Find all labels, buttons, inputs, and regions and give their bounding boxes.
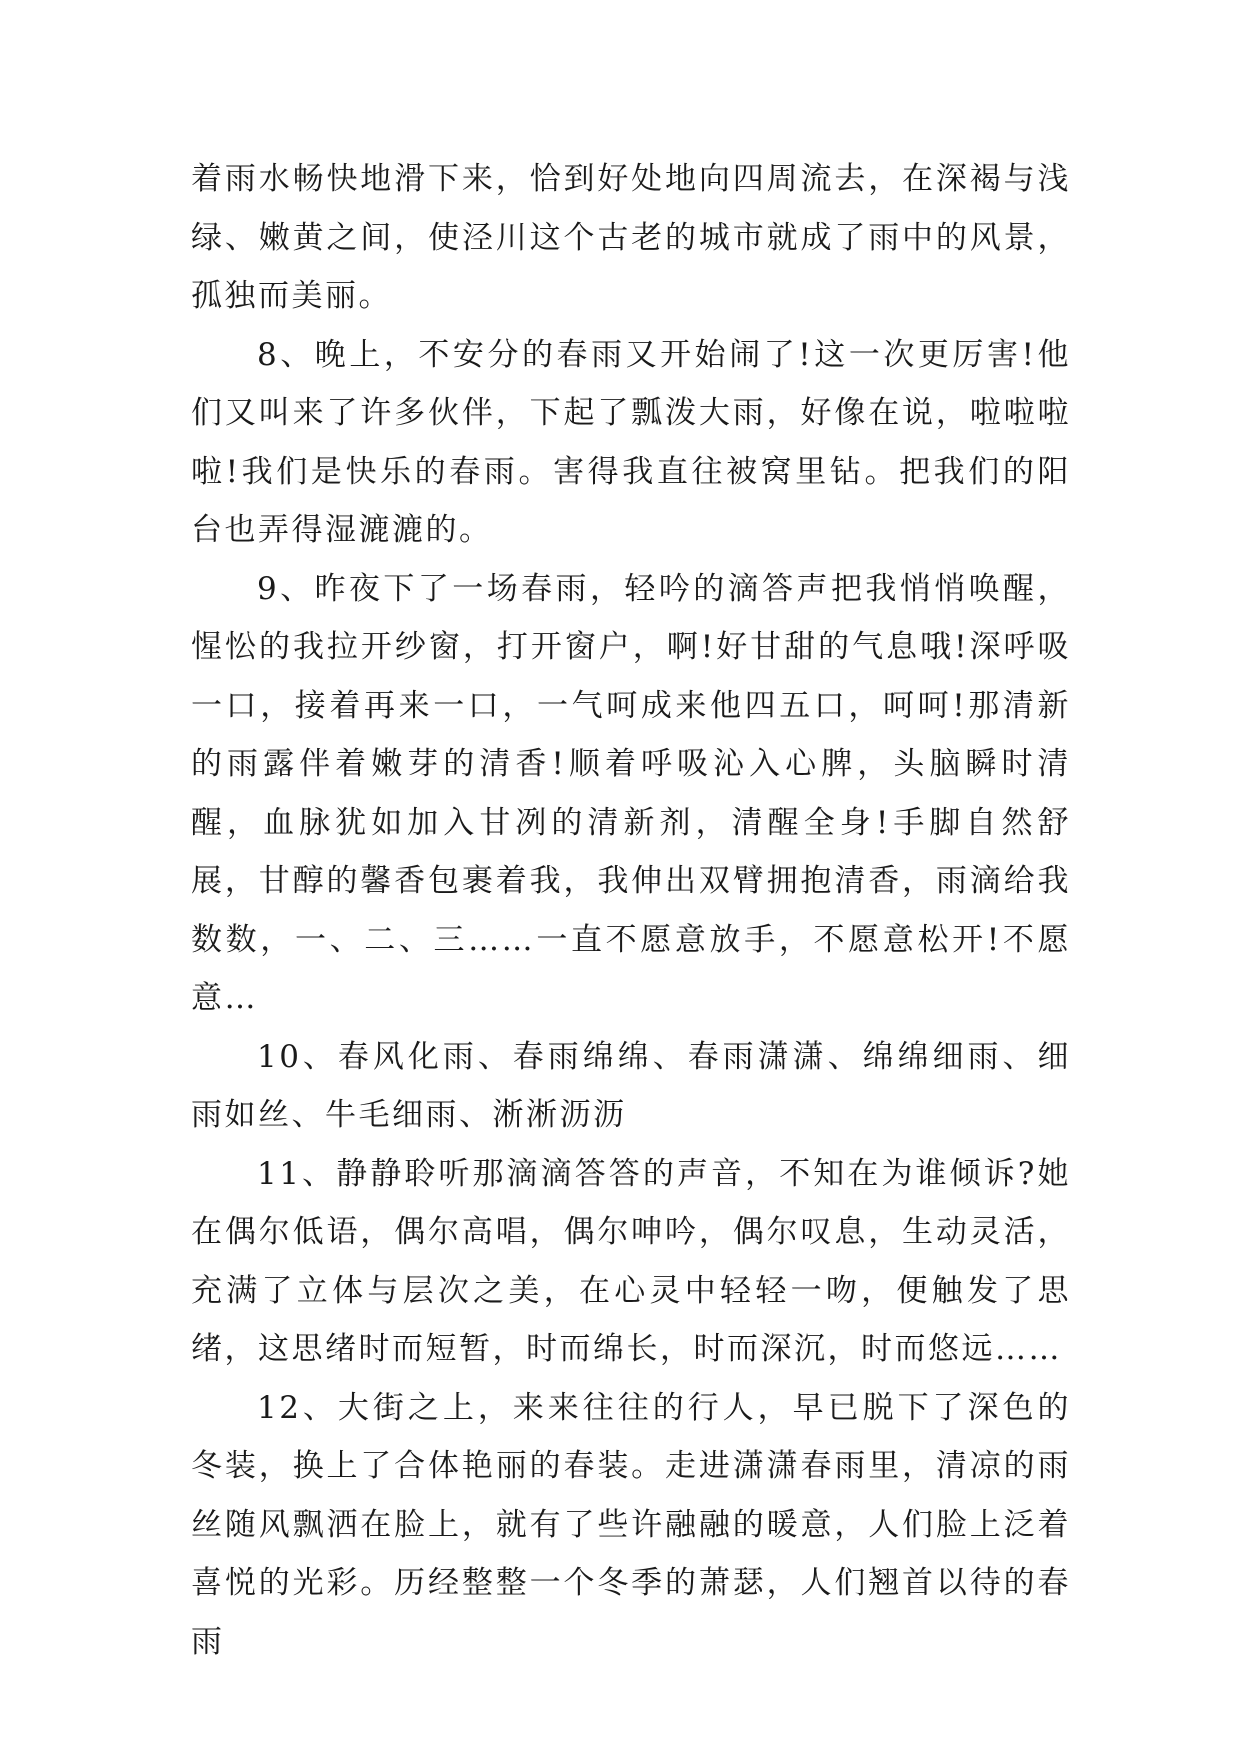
paragraph-8: 8、晚上，不安分的春雨又开始闹了!这一次更厉害!他们又叫来了许多伙伴，下起了瓢泼大雨，好像在说，啦啦啦啦!我们是快乐的春雨。害得我直往被窝里钻。把我们的阳台也弄得湿漉漉的。 bbox=[191, 336, 1071, 548]
paragraph-9: 9、昨夜下了一场春雨，轻吟的滴答声把我悄悄唤醒，惺忪的我拉开纱窗，打开窗户，啊!好甘甜的气息哦!深呼吸一口，接着再来一口，一气呵成来他四五口，呵呵!那清新的雨露伴着嫩芽的清香!顺着呼吸沁入心脾，头脑瞬时清醒，血脉犹如加入甘冽的清新剂，清醒全身!手脚自然舒展，甘醇的馨香包裹着我，我伸出双臂拥抱清香，雨滴给我数数，一、二、三……一直不愿意放手，不愿意松开!不愿意… bbox=[191, 570, 1071, 1016]
paragraph-7-continued: 着雨水畅快地滑下来，恰到好处地向四周流去，在深褐与浅绿、嫩黄之间，使泾川这个古老的城市就成了雨中的风景，孤独而美丽。 bbox=[191, 161, 1071, 314]
paragraph-12: 12、大街之上，来来往往的行人，早已脱下了深色的冬装，换上了合体艳丽的春装。走进潇潇春雨里，清凉的雨丝随风飘洒在脸上，就有了些许融融的暖意，人们脸上泛着喜悦的光彩。历经整整一个冬季的萧瑟，人们翘首以待的春雨 bbox=[191, 1389, 1071, 1660]
paragraph-10: 10、春风化雨、春雨绵绵、春雨潇潇、绵绵细雨、细雨如丝、牛毛细雨、淅淅沥沥 bbox=[191, 1038, 1071, 1133]
paragraph-11: 11、静静聆听那滴滴答答的声音，不知在为谁倾诉?她在偶尔低语，偶尔高唱，偶尔呻吟，偶尔叹息，生动灵活，充满了立体与层次之美，在心灵中轻轻一吻，便触发了思绪，这思绪时而短暂，时而绵长，时而深沉，时而悠远…… bbox=[191, 1155, 1071, 1367]
document-body bbox=[191, 150, 1071, 1671]
